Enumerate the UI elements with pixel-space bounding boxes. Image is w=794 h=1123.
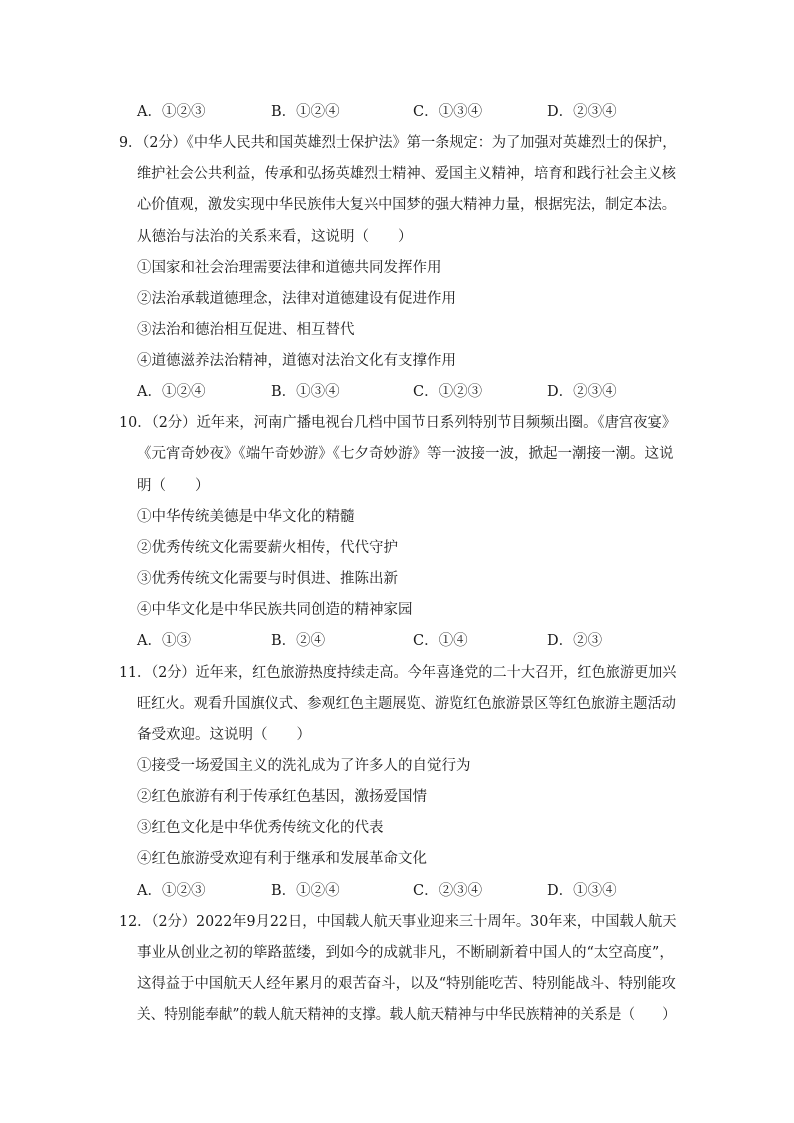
- q11-stem-line-1: 11．（2分）近年来，红色旅游热度持续走高。今年喜逢党的二十大召开，红色旅游更加兴: [119, 665, 677, 681]
- q11-stem-line-2: 旺红火。观看升国旗仪式、参观红色主题展览、游览红色旅游景区等红色旅游主题活动: [137, 696, 676, 712]
- q11-option-b: B．①②④: [271, 883, 340, 899]
- q9-statement-2: ②法治承载道德理念，法律对道德建设有促进作用: [137, 291, 456, 307]
- q12-stem-line-1: 12．（2分）2022年9月22日，中国载人航天事业迎来三十周年。30年来，中国载人航天: [119, 914, 677, 930]
- q11-statement-3: ③红色文化是中华优秀传统文化的代表: [137, 820, 384, 836]
- q11-option-d: D．①③④: [547, 883, 617, 899]
- q12-stem-line-4: 关、特别能奉献”的载人航天精神的支撑。载人航天精神与中华民族精神的关系是（ ）: [137, 1007, 676, 1023]
- q11-statement-2: ②红色旅游有利于传承红色基因，激扬爱国情: [137, 789, 427, 805]
- q9-option-c: C．①②③: [413, 384, 483, 400]
- q11-option-a: A．①②③: [137, 883, 206, 899]
- q10-stem-line-1: 10．（2分）近年来，河南广播电视台几档中国节日系列特别节目频频出圈。《唐宫夜宴》: [119, 415, 677, 431]
- q9-stem-line-3: 心价值观，激发实现中华民族伟大复兴中国梦的强大精神力量，根据宪法，制定本法。: [137, 197, 676, 213]
- q10-option-b: B．②④: [271, 633, 326, 649]
- q9-statement-4: ④道德滋养法治精神，道德对法治文化有支撑作用: [137, 353, 456, 369]
- q9-option-a: A．①②④: [137, 384, 206, 400]
- q9-stem-line-2: 维护社会公共利益，传承和弘扬英雄烈士精神、爱国主义精神，培育和践行社会主义核: [137, 166, 676, 182]
- q9-statement-3: ③法治和德治相互促进、相互替代: [137, 322, 355, 338]
- q10-option-c: C．①④: [413, 633, 468, 649]
- q8-option-c: C．①③④: [413, 104, 483, 120]
- q11-statement-1: ①接受一场爱国主义的洗礼成为了许多人的自觉行为: [137, 758, 471, 774]
- q10-statement-3: ③优秀传统文化需要与时俱进、推陈出新: [137, 571, 398, 587]
- q9-option-d: D．②③④: [547, 384, 617, 400]
- q11-statement-4: ④红色旅游受欢迎有利于继承和发展革命文化: [137, 851, 427, 867]
- q9-stem-line-1: 9．（2分）《中华人民共和国英雄烈士保护法》第一条规定：为了加强对英雄烈士的保护，: [119, 135, 677, 151]
- q8-option-d: D．②③④: [547, 104, 617, 120]
- q8-option-b: B．①②④: [271, 104, 340, 120]
- q10-stem-line-3: 明（ ）: [137, 478, 210, 494]
- q10-stem-line-2: 《元宵奇妙夜》《端午奇妙游》《七夕奇妙游》等一波接一波，掀起一潮接一潮。这说: [137, 446, 674, 462]
- q12-stem-line-3: 这得益于中国航天人经年累月的艰苦奋斗，以及“特别能吃苦、特别能战斗、特别能攻: [137, 976, 676, 992]
- q10-statement-4: ④中华文化是中华民族共同创造的精神家园: [137, 602, 413, 618]
- q9-option-b: B．①③④: [271, 384, 340, 400]
- q8-option-a: A．①②③: [137, 104, 206, 120]
- q10-option-a: A．①③: [137, 633, 191, 649]
- q10-statement-2: ②优秀传统文化需要薪火相传，代代守护: [137, 540, 398, 556]
- q11-option-c: C．②③④: [413, 883, 483, 899]
- q9-statement-1: ①国家和社会治理需要法律和道德共同发挥作用: [137, 260, 442, 276]
- q11-stem-line-3: 备受欢迎。这说明（ ）: [137, 727, 311, 743]
- q12-stem-line-2: 事业从创业之初的筚路蓝缕，到如今的成就非凡，不断刷新着中国人的“太空高度”，: [137, 945, 674, 961]
- q9-stem-line-4: 从德治与法治的关系来看，这说明（ ）: [137, 229, 413, 245]
- q10-statement-1: ①中华传统美德是中华文化的精髓: [137, 509, 355, 525]
- q10-option-d: D．②③: [547, 633, 603, 649]
